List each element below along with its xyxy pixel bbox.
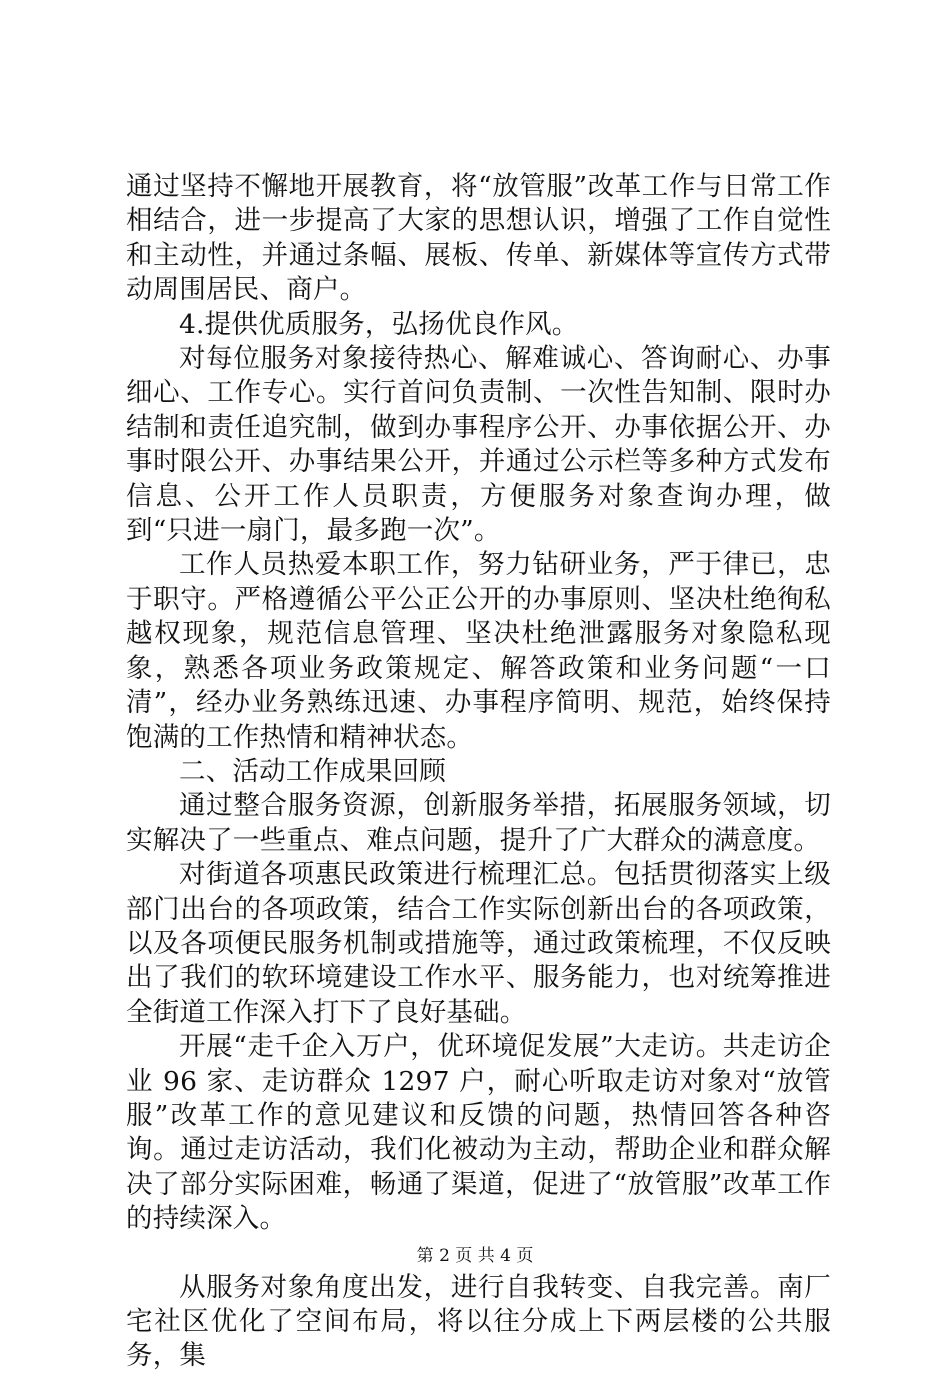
paragraph-staff-conduct: 工作人员热爱本职工作，努力钻研业务，严于律已，忠于职守。严格遵循公平公正公开的办事原则、坚决杜绝徇私越权现象，规范信息管理、坚决杜绝泄露服务对象隐私现象，熟悉各项业务政策规定、解答政策和业务问题“一口清”，经办业务熟练迅速、办事程序简明、规范，始终保持饱满的工作热情和精神状态。	[126, 549, 831, 753]
paragraph-education-continuation: 通过坚持不懈地开展教育，将“放管服”改革工作与日常工作相结合，进一步提高了大家的思想认识，增强了工作自觉性和主动性，并通过条幅、展板、传单、新媒体等宣传方式带动周围居民、商户。	[126, 171, 831, 306]
document-body	[126, 170, 831, 1374]
paragraph-self-improvement: 从服务对象角度出发，进行自我转变、自我完善。南厂宅社区优化了空间布局，将以往分成上下两层楼的公共服务，集	[126, 1271, 831, 1372]
paragraph-resource-integration: 通过整合服务资源，创新服务举措，拓展服务领域，切实解决了一些重点、难点问题，提升了广大群众的满意度。	[126, 790, 831, 856]
page-number-footer: 第 2 页 共 4 页	[416, 1246, 534, 1266]
paragraph-service-attitude: 对每位服务对象接待热心、解难诚心、答询耐心、办事细心、工作专心。实行首问负责制、一次性告知制、限时办结制和责任追究制，做到办事程序公开、办事依据公开、办事时限公开、办事结果公开，并通过公示栏等多种方式发布信息、公开工作人员职责，方便服务对象查询办理，做到“只进一扇门，最多跑一次”。	[126, 343, 831, 547]
paragraph-visit-campaign: 开展“走千企入万户，优环境促发展”大走访。共走访企业 96 家、走访群众 1297 户，耐心听取走访对象对“放管服”改革工作的意见建议和反馈的问题，热情回答各种咨询。通过走访活动，我们化被动为主动，帮助企业和群众解决了部分实际困难，畅通了渠道，促进了“放管服”改革工作的持续深入。	[126, 1031, 831, 1235]
section-heading-quality-service: 4.提供优质服务，弘扬优良作风。	[179, 308, 579, 340]
section-heading-results-review: 二、活动工作成果回顾	[179, 755, 446, 787]
paragraph-policy-summary: 对街道各项惠民政策进行梳理汇总。包括贯彻落实上级部门出台的各项政策，结合工作实际创新出台的各项政策，以及各项便民服务机制或措施等，通过政策梳理，不仅反映出了我们的软环境建设工作水平、服务能力，也对统筹推进全街道工作深入打下了良好基础。	[126, 859, 831, 1028]
